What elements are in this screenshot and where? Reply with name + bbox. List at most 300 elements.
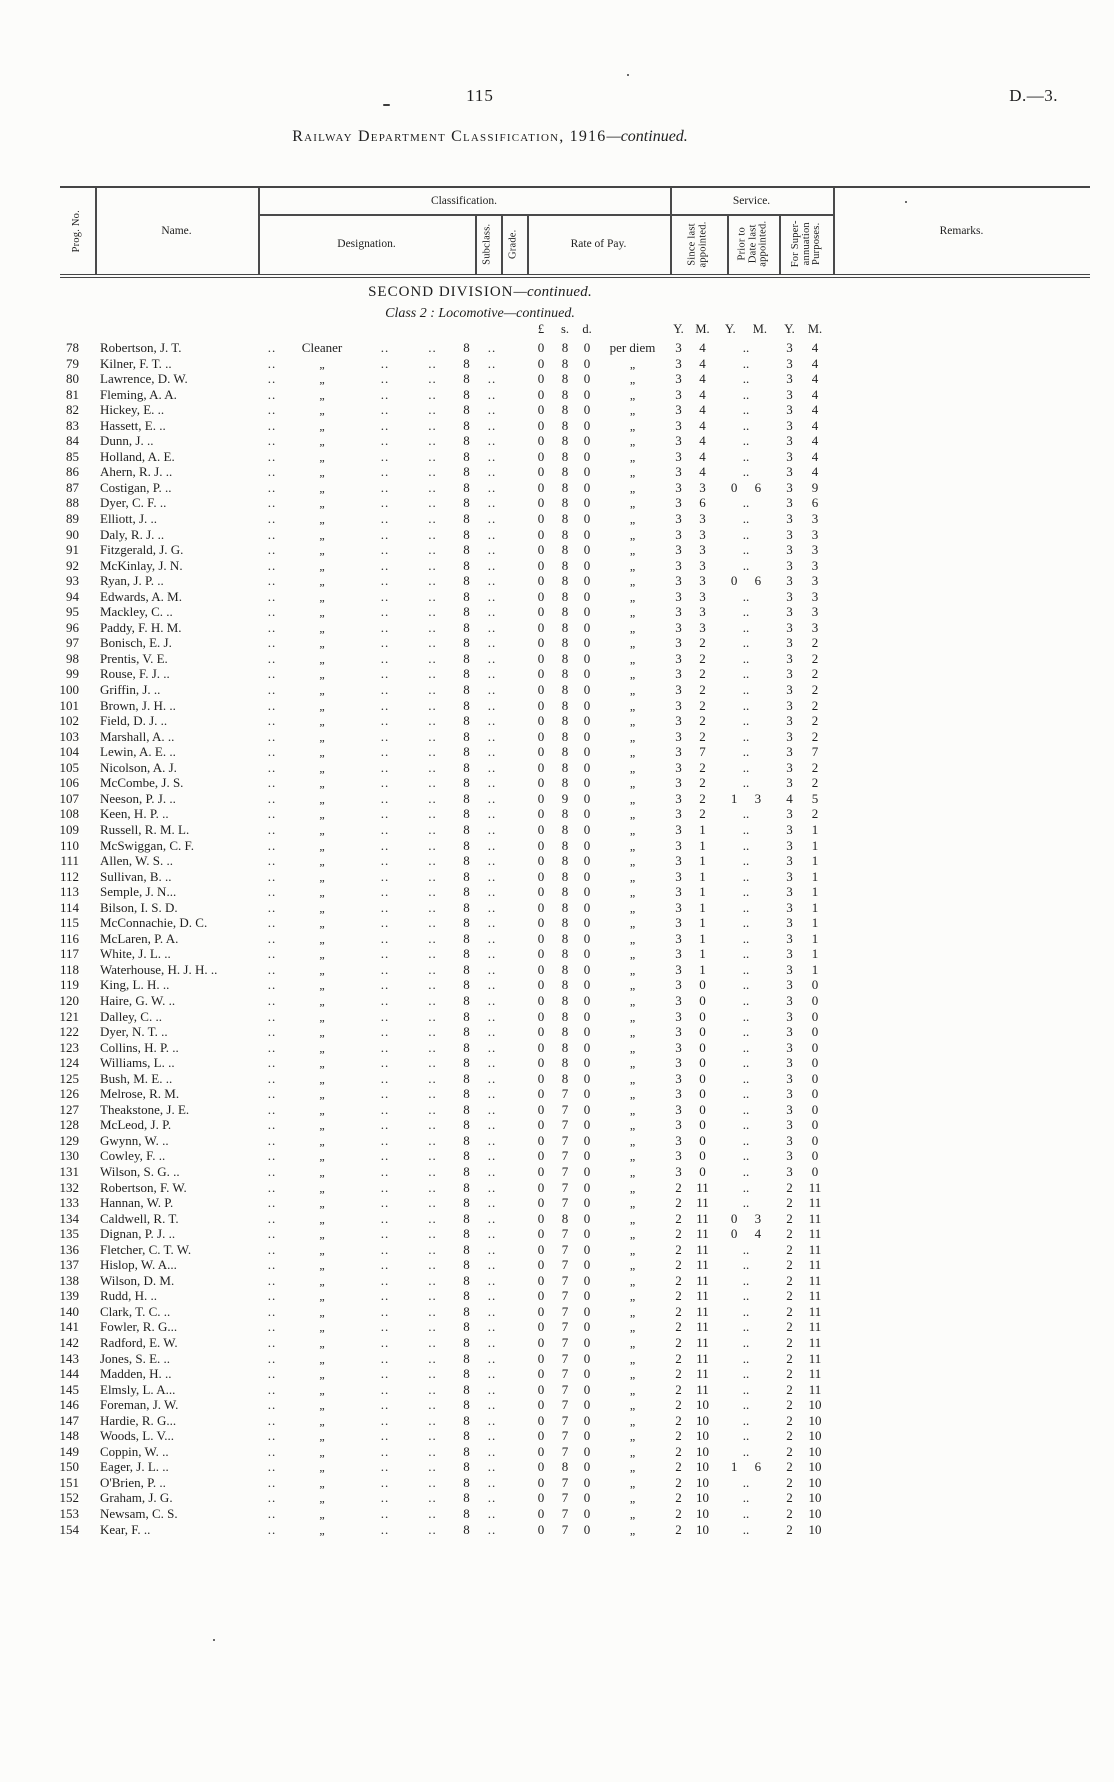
rate-pence-cell: 0: [583, 386, 591, 402]
subclass-cell: 8: [463, 635, 470, 651]
grade-cell: ..: [487, 386, 497, 402]
leader-dots: ..: [380, 417, 390, 433]
name-cell: Madden, H. ..: [100, 1366, 172, 1382]
name-cell: Radford, E. W.: [100, 1335, 178, 1350]
subclass-cell: 8: [463, 1241, 470, 1257]
super-months-cell: 11: [808, 1210, 822, 1226]
since-years-cell: 3: [675, 666, 682, 682]
ditto-mark: „: [629, 807, 636, 822]
ditto-mark: „: [629, 698, 636, 713]
ditto-mark: „: [629, 1118, 636, 1133]
ditto-mark: „: [629, 1149, 636, 1164]
leader-dots: ..: [428, 1459, 437, 1475]
prior-service-cell: ..: [742, 448, 750, 464]
name-cell: Ahern, R. J. ..: [100, 464, 173, 480]
ditto-mark: „: [629, 387, 636, 402]
rate-shillings-cell: 8: [561, 479, 569, 495]
ditto-mark: „: [629, 1460, 636, 1475]
grade-cell: ..: [487, 1241, 497, 1257]
ditto-mark: „: [319, 838, 325, 853]
prior-service-cell: ..: [742, 868, 750, 884]
super-months-cell: 3: [811, 604, 819, 620]
spacer-cell: [506, 946, 528, 963]
prog-no-cell: 84: [66, 433, 79, 449]
prog-no-cell: 112: [59, 868, 79, 884]
rate-unit-cell: [598, 853, 667, 870]
rate-shillings-cell: 8: [561, 1039, 569, 1055]
leader-dots: ..: [267, 884, 277, 900]
name-cell: Williams, L. ..: [100, 1055, 175, 1071]
since-months-cell: 1: [699, 899, 706, 915]
super-months-cell: 2: [811, 713, 819, 729]
subclass-cell: 8: [463, 1521, 470, 1537]
super-months-cell: 1: [811, 946, 819, 962]
subclass-cell: 8: [463, 495, 470, 511]
subclass-cell: 8: [463, 619, 470, 635]
ditto-mark: „: [319, 449, 325, 464]
rate-unit-cell: [598, 433, 667, 450]
super-years-cell: 2: [786, 1459, 793, 1475]
leader-dots: ..: [267, 1070, 277, 1086]
since-months-cell: 11: [696, 1366, 709, 1382]
since-months-cell: 2: [699, 759, 706, 775]
ditto-mark: „: [629, 589, 636, 604]
super-years-cell: 2: [786, 1288, 793, 1304]
prog-no-cell: 85: [66, 448, 79, 464]
since-months-cell: 4: [699, 417, 706, 433]
since-months-cell: 1: [699, 821, 706, 837]
rate-unit-cell: [598, 511, 667, 528]
prior-service-cell: ..: [742, 1117, 750, 1133]
since-years-cell: 2: [675, 1397, 682, 1413]
table-row: [55, 1397, 828, 1413]
spacer-cell: [506, 698, 528, 715]
table-row: [55, 1242, 828, 1258]
subclass-cell: 8: [463, 542, 470, 558]
name-cell: Dyer, N. T. ..: [100, 1024, 168, 1040]
grade-cell: ..: [487, 1086, 497, 1102]
leader-dots: ..: [380, 759, 390, 775]
rate-pounds-cell: 0: [537, 588, 545, 604]
leader-dots: ..: [380, 371, 390, 387]
spacer-cell: [506, 1024, 528, 1041]
name-cell: Edwards, A. M.: [100, 588, 182, 604]
ditto-mark: „: [629, 683, 636, 698]
subclass-cell: 8: [463, 557, 470, 573]
leader-dots: ..: [428, 790, 437, 806]
unit-pence: d.: [582, 322, 592, 336]
rate-unit-cell: [598, 915, 667, 932]
grade-cell: ..: [487, 1459, 497, 1475]
leader-dots: ..: [267, 448, 277, 464]
designation-cell: [284, 1164, 360, 1181]
since-months-cell: 3: [699, 573, 706, 589]
designation-cell: Cleaner: [301, 340, 343, 355]
leader-dots: ..: [267, 1039, 277, 1055]
rate-pounds-cell: 0: [537, 557, 545, 573]
grade-cell: ..: [487, 1350, 497, 1366]
since-years-cell: 3: [675, 1117, 682, 1133]
ditto-mark: „: [319, 698, 325, 713]
designation-cell: [284, 635, 360, 652]
prog-no-cell: 142: [59, 1335, 79, 1350]
name-cell: McConnachie, D. C.: [100, 915, 208, 931]
leader-dots: ..: [267, 790, 277, 806]
grade-cell: ..: [487, 1490, 497, 1506]
since-months-cell: 1: [699, 884, 706, 900]
ditto-mark: „: [629, 496, 636, 511]
name-cell: Jones, S. E. ..: [100, 1350, 171, 1366]
rate-shillings-cell: 8: [561, 759, 569, 775]
table-row: [55, 511, 828, 527]
prog-no-cell: 95: [66, 604, 79, 620]
ditto-mark: „: [629, 434, 636, 449]
since-years-cell: 3: [675, 526, 682, 542]
prior-service-cell: ..: [742, 588, 750, 604]
leader-dots: ..: [267, 1195, 277, 1211]
table-row: [55, 1117, 828, 1133]
designation-cell: [284, 527, 360, 544]
super-years-cell: 3: [786, 1055, 793, 1071]
rate-unit-cell: [598, 993, 667, 1010]
prior-service-cell: ..: [742, 1381, 750, 1397]
group-header-classification: Classification.: [430, 195, 498, 207]
leader-dots: ..: [267, 1335, 277, 1350]
leader-dots: ..: [428, 417, 437, 433]
prog-no-cell: 83: [66, 417, 79, 433]
rate-shillings-cell: 8: [561, 868, 569, 884]
ditto-mark: „: [629, 480, 636, 495]
ditto-mark: „: [629, 791, 636, 806]
leader-dots: ..: [380, 1117, 390, 1133]
table-row: [55, 1335, 828, 1351]
table-row: [55, 822, 828, 838]
prog-no-cell: 125: [59, 1070, 79, 1086]
leader-dots: ..: [428, 977, 437, 993]
table-row: [55, 775, 828, 791]
name-cell: Foreman, J. W.: [100, 1397, 179, 1413]
prog-no-cell: 121: [59, 1008, 79, 1024]
rate-shillings-cell: 7: [561, 1490, 569, 1506]
spacer-cell: [506, 1133, 528, 1150]
super-years-cell: 3: [786, 1163, 793, 1179]
rate-pence-cell: 0: [583, 806, 591, 822]
grade-cell: ..: [487, 1117, 497, 1133]
rate-pounds-cell: 0: [537, 1443, 545, 1459]
designation-cell: [284, 946, 360, 963]
rate-pence-cell: 0: [583, 355, 591, 371]
name-cell: Cowley, F. ..: [100, 1148, 166, 1164]
leader-dots: ..: [380, 433, 390, 449]
spacer-cell: [506, 371, 528, 388]
super-months-cell: 1: [811, 899, 819, 915]
leader-dots: ..: [267, 371, 277, 387]
table-row: [55, 946, 828, 962]
table-row: [55, 1475, 828, 1491]
ditto-mark: „: [629, 449, 636, 464]
prog-no-cell: 146: [59, 1397, 79, 1413]
spacer-cell: [506, 418, 528, 435]
leader-dots: ..: [267, 464, 277, 480]
rate-unit-cell: [598, 806, 667, 823]
subclass-cell: 8: [463, 1366, 470, 1382]
since-months-cell: 6: [699, 495, 706, 511]
subclass-cell: 8: [463, 588, 470, 604]
ditto-mark: „: [319, 1273, 325, 1288]
ditto-mark: „: [319, 1087, 325, 1102]
designation-cell: [284, 1351, 360, 1368]
scan-speck: [383, 104, 390, 106]
ditto-mark: „: [319, 1056, 325, 1071]
name-cell: O'Brien, P. ..: [100, 1474, 166, 1490]
since-years-cell: 3: [675, 775, 682, 791]
spacer-cell: [506, 1382, 528, 1399]
prog-no-cell: 120: [59, 992, 79, 1008]
designation-cell: [284, 1009, 360, 1026]
rate-pence-cell: 0: [583, 371, 591, 387]
subclass-cell: 8: [463, 1474, 470, 1490]
grade-cell: ..: [487, 1101, 497, 1117]
prog-no-cell: 124: [59, 1055, 79, 1071]
super-months-cell: 10: [808, 1490, 822, 1506]
prog-no-cell: 150: [59, 1459, 79, 1475]
prog-no-cell: 101: [59, 697, 79, 713]
rate-unit-cell: [598, 1366, 667, 1383]
since-years-cell: 2: [675, 1521, 682, 1537]
leader-dots: ..: [428, 1195, 437, 1211]
super-years-cell: 2: [786, 1381, 793, 1397]
rate-pounds-cell: 0: [537, 495, 545, 511]
ditto-mark: „: [629, 931, 636, 946]
prior-service-cell: ..: [742, 1024, 750, 1040]
table-row: [55, 884, 828, 900]
grade-cell: ..: [487, 744, 497, 760]
spacer-cell: [506, 1102, 528, 1119]
subclass-cell: 8: [463, 899, 470, 915]
ditto-mark: „: [319, 403, 325, 418]
spacer-cell: [506, 915, 528, 932]
leader-dots: ..: [428, 1474, 437, 1490]
since-years-cell: 3: [675, 1132, 682, 1148]
col-header-prog-no: Prog. No.: [71, 209, 83, 253]
ditto-mark: „: [319, 480, 325, 495]
prior-service-cell: ..: [742, 1412, 750, 1428]
name-cell: Dalley, C. ..: [100, 1008, 162, 1024]
leader-dots: ..: [380, 1350, 390, 1366]
rate-pence-cell: 0: [583, 1303, 591, 1319]
ditto-mark: „: [629, 1304, 636, 1319]
super-years-cell: 3: [786, 402, 793, 418]
ditto-mark: „: [629, 916, 636, 931]
prior-service-cell: ..: [742, 1319, 750, 1335]
super-years-cell: 3: [786, 961, 793, 977]
rate-shillings-cell: 8: [561, 775, 569, 791]
spacer-cell: [506, 495, 528, 512]
rate-pence-cell: 0: [583, 417, 591, 433]
leader-dots: ..: [428, 930, 437, 946]
ditto-mark: „: [319, 620, 325, 635]
rate-shillings-cell: 8: [561, 992, 569, 1008]
prog-no-cell: 148: [59, 1428, 79, 1444]
super-years-cell: 3: [786, 573, 793, 589]
leader-dots: ..: [428, 433, 437, 449]
spacer-cell: [506, 527, 528, 544]
leader-dots: ..: [267, 386, 277, 402]
leader-dots: ..: [267, 1163, 277, 1179]
super-years-cell: 3: [786, 511, 793, 527]
since-months-cell: 2: [699, 682, 706, 698]
rate-pence-cell: 0: [583, 604, 591, 620]
since-months-cell: 3: [699, 604, 706, 620]
since-years-cell: 3: [675, 853, 682, 869]
since-years-cell: 3: [675, 464, 682, 480]
rate-pence-cell: 0: [583, 1257, 591, 1273]
rate-pence-cell: 0: [583, 635, 591, 651]
since-months-cell: 11: [696, 1226, 709, 1242]
super-months-cell: 10: [808, 1459, 822, 1475]
rate-pounds-cell: 0: [537, 573, 545, 589]
table-row: [55, 682, 828, 698]
designation-cell: [284, 589, 360, 606]
rate-pounds-cell: 0: [537, 1039, 545, 1055]
designation-cell: [284, 1086, 360, 1103]
scan-speck: [213, 1639, 215, 1641]
super-years-cell: 3: [786, 1024, 793, 1040]
grade-cell: ..: [487, 1039, 497, 1055]
rate-shillings-cell: 8: [561, 666, 569, 682]
designation-cell: [284, 682, 360, 699]
since-months-cell: 10: [696, 1474, 709, 1490]
rate-shillings-cell: 7: [561, 1381, 569, 1397]
since-years-cell: 2: [675, 1195, 682, 1211]
ditto-mark: „: [629, 1164, 636, 1179]
prog-no-cell: 98: [66, 650, 79, 666]
ditto-mark: „: [629, 1180, 636, 1195]
leader-dots: ..: [380, 899, 390, 915]
since-years-cell: 2: [675, 1257, 682, 1273]
rate-pounds-cell: 0: [537, 1459, 545, 1475]
rate-shillings-cell: 8: [561, 1459, 569, 1475]
leader-dots: ..: [267, 853, 277, 869]
super-months-cell: 2: [811, 806, 819, 822]
leader-dots: ..: [380, 1366, 390, 1382]
leader-dots: ..: [380, 821, 390, 837]
leader-dots: ..: [428, 1210, 437, 1226]
super-years-cell: 2: [786, 1521, 793, 1537]
designation-cell: [284, 511, 360, 528]
subclass-cell: 8: [463, 1319, 470, 1335]
leader-dots: ..: [428, 837, 437, 853]
rate-shillings-cell: 7: [561, 1163, 569, 1179]
rate-unit-cell: [598, 542, 667, 559]
super-months-cell: 0: [811, 1070, 819, 1086]
super-years-cell: 3: [786, 479, 793, 495]
super-months-cell: 1: [811, 853, 819, 869]
since-years-cell: 3: [675, 557, 682, 573]
since-years-cell: 3: [675, 915, 682, 931]
division-heading-continued: —continued.: [513, 284, 592, 300]
subclass-cell: 8: [463, 1132, 470, 1148]
leader-dots: ..: [380, 1474, 390, 1490]
rate-pounds-cell: 0: [537, 448, 545, 464]
super-years-cell: 3: [786, 977, 793, 993]
spacer-cell: [506, 838, 528, 855]
name-cell: Keen, H. P. ..: [100, 806, 169, 822]
since-months-cell: 10: [696, 1428, 709, 1444]
rate-pounds-cell: 0: [537, 511, 545, 527]
leader-dots: ..: [428, 666, 437, 682]
rate-pounds-cell: 0: [537, 961, 545, 977]
super-months-cell: 2: [811, 666, 819, 682]
grade-cell: ..: [487, 619, 497, 635]
ditto-mark: „: [319, 854, 325, 869]
leader-dots: ..: [428, 1428, 437, 1444]
since-years-cell: 3: [675, 371, 682, 387]
ditto-mark: „: [319, 1180, 325, 1195]
leader-dots: ..: [428, 868, 437, 884]
leader-dots: ..: [267, 635, 277, 651]
since-years-cell: 3: [675, 837, 682, 853]
prog-no-cell: 139: [59, 1288, 79, 1304]
super-months-cell: 10: [808, 1397, 822, 1413]
leader-dots: ..: [380, 1397, 390, 1413]
rate-pounds-cell: 0: [537, 1070, 545, 1086]
rate-pounds-cell: 0: [537, 1335, 545, 1350]
rate-unit-cell: [598, 1257, 667, 1274]
ditto-mark: „: [319, 1507, 325, 1522]
prior-service-cell: ..: [742, 977, 750, 993]
grade-cell: ..: [487, 604, 497, 620]
rate-shillings-cell: 8: [561, 386, 569, 402]
prog-no-cell: 80: [66, 371, 79, 387]
since-months-cell: 4: [699, 448, 706, 464]
leader-dots: ..: [428, 713, 437, 729]
prog-no-cell: 151: [59, 1474, 79, 1490]
since-years-cell: 2: [675, 1506, 682, 1522]
super-years-cell: 2: [786, 1397, 793, 1413]
prog-no-cell: 123: [59, 1039, 79, 1055]
ditto-mark: „: [629, 620, 636, 635]
rate-pounds-cell: 0: [537, 992, 545, 1008]
ditto-mark: „: [319, 1071, 325, 1086]
subclass-cell: 8: [463, 728, 470, 744]
rate-shillings-cell: 8: [561, 884, 569, 900]
super-months-cell: 7: [811, 744, 819, 760]
prog-no-cell: 117: [59, 946, 79, 962]
since-years-cell: 3: [675, 930, 682, 946]
spacer-cell: [506, 651, 528, 668]
designation-cell: [284, 1071, 360, 1088]
table-row: [55, 1366, 828, 1382]
since-months-cell: 4: [699, 355, 706, 371]
table-row: [55, 1195, 828, 1211]
prior-service-cell: 0 6: [730, 479, 762, 495]
designation-cell: [284, 729, 360, 746]
designation-cell: [284, 915, 360, 932]
ditto-mark: „: [629, 1413, 636, 1428]
ditto-mark: „: [629, 372, 636, 387]
name-cell: Holland, A. E.: [100, 448, 175, 464]
leader-dots: ..: [267, 713, 277, 729]
rate-unit-cell: [598, 1148, 667, 1165]
name-cell: Sullivan, B. ..: [100, 868, 172, 884]
rate-unit-cell: [598, 1522, 667, 1539]
leader-dots: ..: [428, 355, 437, 371]
leader-dots: ..: [380, 977, 390, 993]
name-cell: Brown, J. H. ..: [100, 697, 176, 713]
leader-dots: ..: [267, 557, 277, 573]
table-row: [55, 744, 828, 760]
